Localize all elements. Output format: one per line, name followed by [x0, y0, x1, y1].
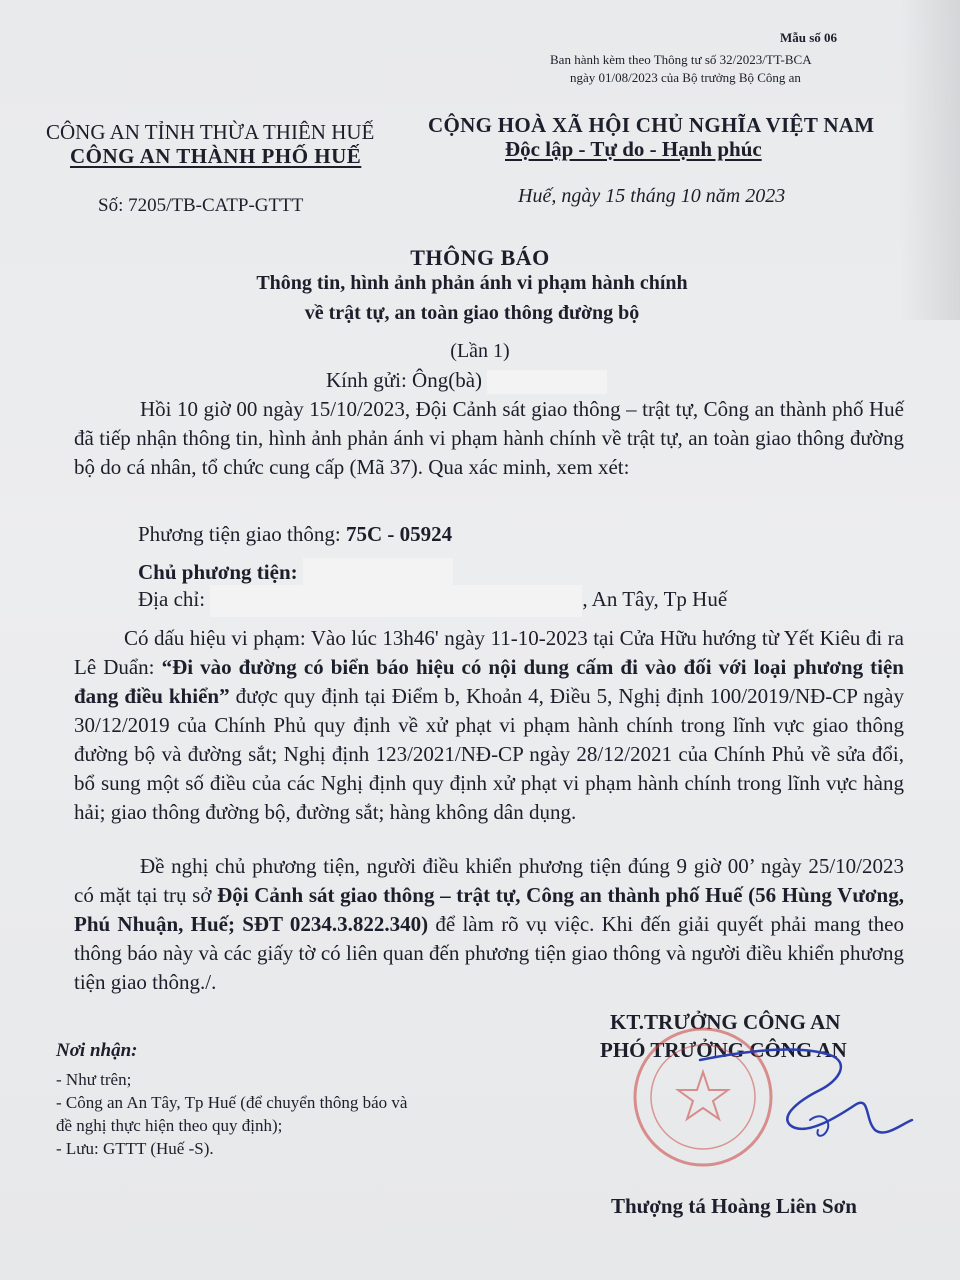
intro-paragraph: Hồi 10 giờ 00 ngày 15/10/2023, Đội Cảnh sát giao thông – trật tự, Công an thành phố Huế đã tiếp nhận thông tin, hình ảnh phản ánh vi phạm hành chính về trật tự, an toàn giao thông đường bộ do cá nhân, tổ chức cung cấp (Mã 37). Qua xác minh, xem xét: — [74, 397, 904, 479]
signature-line-1: KT.TRƯỞNG CÔNG AN — [610, 1010, 841, 1034]
request-paragraph — [74, 852, 904, 997]
notice-subtitle-1: Thông tin, hình ảnh phản ánh vi phạm hành chính — [256, 272, 688, 294]
nation-motto-text: Độc lập - Tự do - Hạnh phúc — [505, 137, 762, 161]
redaction-box — [210, 585, 582, 617]
recipient-item: - Như trên; — [56, 1070, 132, 1089]
agency-parent: CÔNG AN TỈNH THỪA THIÊN HUẾ — [46, 120, 375, 144]
doc-number: Số: 7205/TB-CATP-GTTT — [98, 195, 304, 216]
recipient-item: - Lưu: GTTT (Huế -S). — [56, 1139, 214, 1158]
vehicle-plate: 75C - 05924 — [345, 522, 453, 546]
recipient-item: - Công an An Tây, Tp Huế (để chuyển thông báo và — [56, 1093, 408, 1112]
recipients-heading: Nơi nhận: — [56, 1040, 138, 1061]
form-issued-with: Ban hành kèm theo Thông tư số 32/2023/TT-BCA — [550, 52, 812, 67]
recipient-item: đề nghị thực hiện theo quy định); — [56, 1116, 283, 1135]
handwritten-signature — [690, 1020, 920, 1170]
vehicle-label: Phương tiện giao thông: — [138, 522, 346, 546]
agency-name-text: CÔNG AN THÀNH PHỐ HUẾ — [70, 144, 362, 168]
vehicle-line — [138, 522, 452, 547]
signature-line-2: PHÓ TRƯỞNG CÔNG AN — [600, 1038, 847, 1062]
address-line — [138, 585, 727, 617]
addressee-label: Kính gửi: Ông(bà) — [326, 368, 488, 392]
request-lead: Đề nghị chủ phương tiện, người điều khiển phương tiện đúng 9 giờ 00’ ngày 25/10/2023 có mặt tại trụ sở — [74, 854, 904, 907]
agency-name — [70, 144, 361, 169]
nation-title: CỘNG HOÀ XÃ HỘI CHỦ NGHĨA VIỆT NAM — [428, 113, 875, 137]
owner-label: Chủ phương tiện: — [138, 559, 303, 584]
violation-legal-basis: được quy định tại Điểm b, Khoản 4, Điều 5, Nghị định 100/2019/NĐ-CP ngày 30/12/2019 của Chính Phủ quy định về xử phạt vi phạm hành chính trong lĩnh vực giao thông đường bộ và đường sắt; Nghị định 123/2021/NĐ-CP ngày 28/12/2021 của Chính Phủ về sửa đổi, bổ sung một số điều của các Nghị định quy định xử phạt vi phạm hành chính trong lĩnh vực hàng hải; giao thông đường bộ, đường sắt; hàng không dân dụng. — [74, 684, 904, 824]
notice-title: THÔNG BÁO — [410, 245, 550, 270]
recipients-list — [56, 1068, 407, 1160]
form-number: Mẫu số 06 — [780, 30, 838, 45]
violation-lead: Có dấu hiệu vi phạm: Vào lúc 13h46' ngày 11-10-2023 tại Cửa Hữu hướng từ Yết Kiêu đi ra Lê Duẩn: — [74, 626, 904, 679]
address-label: Địa chỉ: — [138, 586, 211, 611]
place-date: Huế, ngày 15 tháng 10 năm 2023 — [518, 185, 786, 207]
notice-round: (Lần 1) — [450, 340, 510, 362]
nation-motto — [505, 137, 762, 162]
violation-description: “Đi vào đường có biển báo hiệu có nội dung cấm đi vào đối với loại phương tiện đang điều khiển” — [74, 655, 904, 708]
redaction-box — [487, 370, 607, 394]
signer-name: Thượng tá Hoàng Liên Sơn — [611, 1194, 857, 1218]
address-tail: , An Tây, Tp Huế — [582, 586, 728, 611]
notice-subtitle-2: về trật tự, an toàn giao thông đường bộ — [304, 302, 640, 324]
request-location: Đội Cảnh sát giao thông – trật tự, Công an thành phố Huế (56 Hùng Vương, Phú Nhuận, Huế; SĐT 0234.3.822.340) — [74, 883, 904, 936]
form-issued-date: ngày 01/08/2023 của Bộ trưởng Bộ Công an — [570, 70, 801, 85]
addressee-line — [326, 368, 607, 394]
request-rest: để làm rõ vụ việc. Khi đến giải quyết phải mang theo thông báo này và các giấy tờ có liên quan đến phương tiện giao thông và người điều khiển phương tiện giao thông./. — [74, 912, 905, 994]
violation-paragraph — [74, 624, 904, 827]
